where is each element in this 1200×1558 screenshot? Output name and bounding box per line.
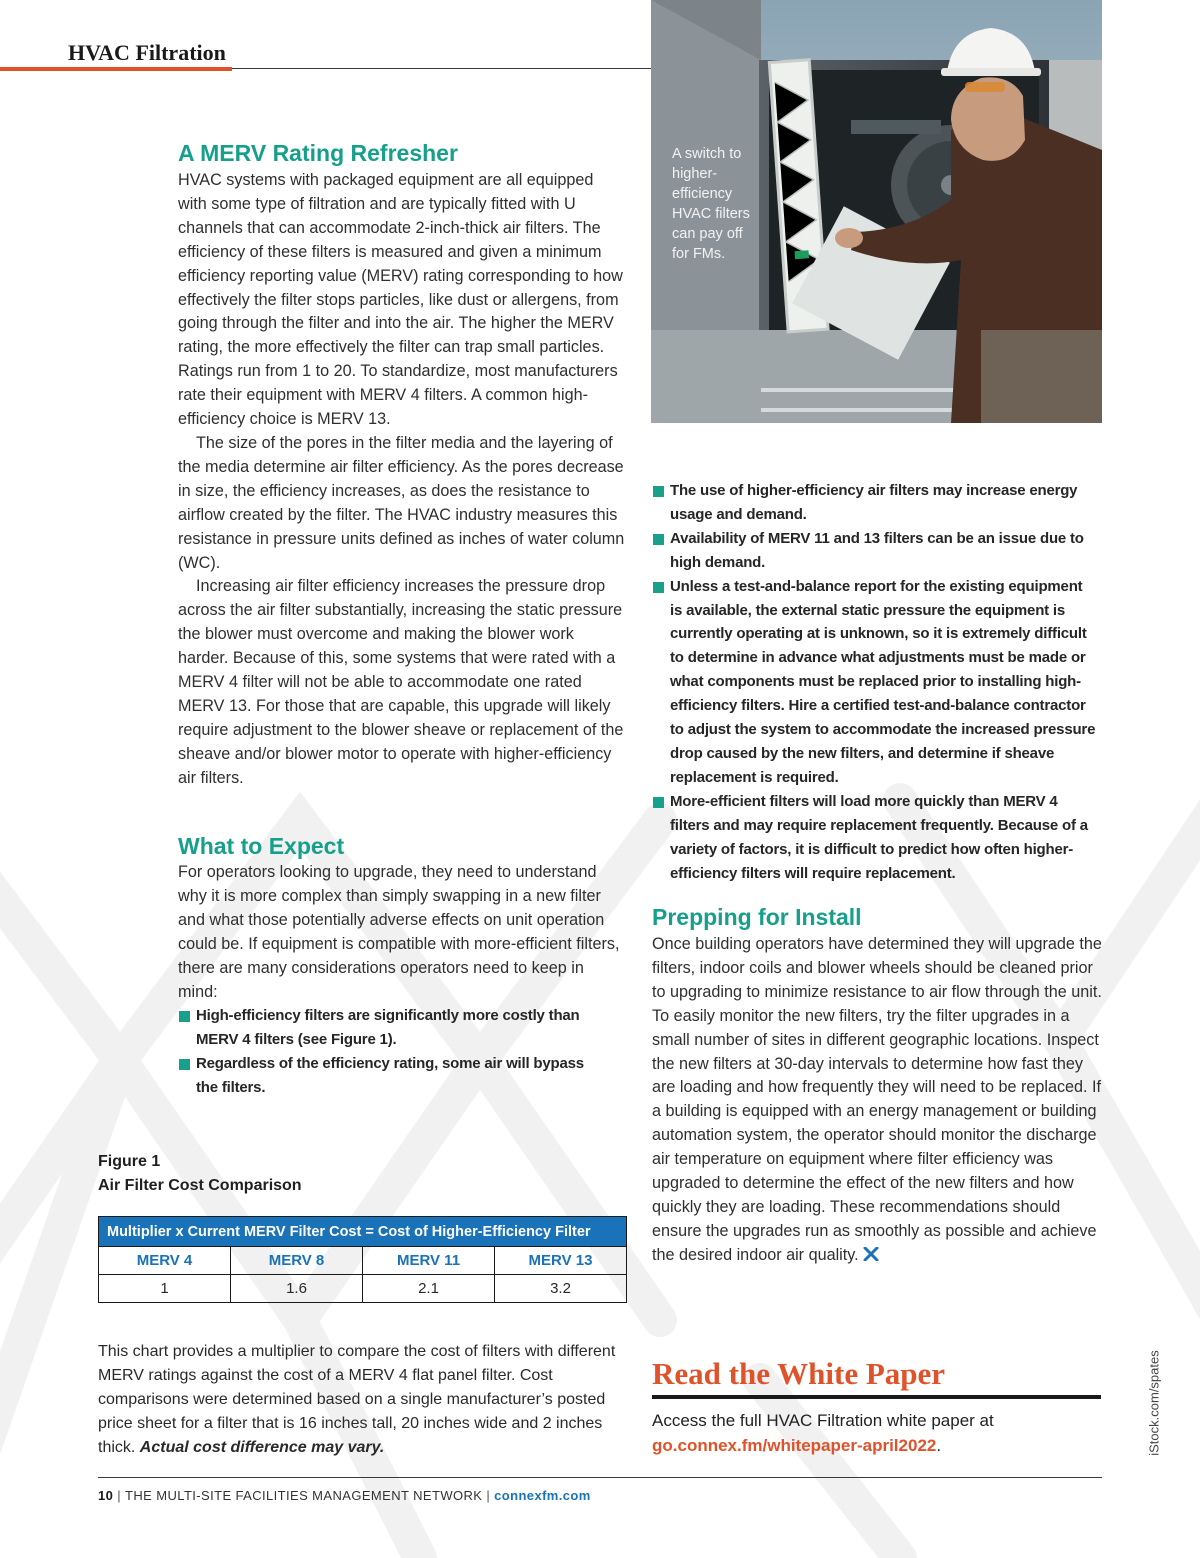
cost-comparison-table bbox=[98, 1216, 627, 1303]
white-paper-title: Read the White Paper bbox=[652, 1356, 946, 1391]
table-row bbox=[99, 1247, 627, 1275]
list-item: Unless a test-and-balance report for the existing equipment is available, the external static pressure the equipment is currently operating at is unknown, so it is extremely difficult to determine in advance what adjustments must be made or what components must be replaced prior to installing high-efficiency filters. Hire a certified test-and-balance contractor to adjust the system to accommodate the increased pressure drop caused by the new filters, and determine if sheave replacement is required. bbox=[652, 575, 1098, 790]
merv-refresher-p2: The size of the pores in the filter media and the layering of the media determine air filter efficiency. As the pores decrease in size, the efficiency increases, as does the resistance to airflow created by the filter. The HVAC industry measures this resistance in pressure units defined as inches of water column (WC). bbox=[178, 433, 625, 572]
merv-refresher-p1: HVAC systems with packaged equipment are all equipped with some type of filtration and are typically fitted with U channels that can accommodate 2-inch-thick air filters. The efficiency of these filters is measured and given a minimum efficiency reporting value (MERV) rating corresponding to how effectively the filter stops particles, like dust or allergens, from going through the filter and into the air. The higher the MERV rating, the more effectively the filter can trap small particles. Ratings run from 1 to 20. To standardize, most manufacturers rate their equipment with MERV 4 filters. A common high-efficiency choice is MERV 13. bbox=[178, 171, 623, 429]
photo-credit-text: iStock.com/spates bbox=[1146, 1350, 1162, 1456]
what-to-expect-heading: What to Expect bbox=[178, 833, 345, 859]
figure-number: Figure 1 bbox=[98, 1153, 161, 1170]
page-number: 10 bbox=[98, 1488, 114, 1503]
white-paper-rule bbox=[652, 1395, 1101, 1399]
list-item: More-efficient filters will load more quickly than MERV 4 filters and may require replacement frequently. Because of a variety of factors, it is difficult to predict how often higher-efficiency filters will require replacement. bbox=[652, 790, 1098, 886]
table-cell: 3.2 bbox=[495, 1275, 627, 1303]
page-footer bbox=[98, 1488, 591, 1503]
prepping-heading: Prepping for Install bbox=[652, 904, 862, 930]
figure-title: Air Filter Cost Comparison bbox=[98, 1177, 302, 1194]
figure-note-emphasis: Actual cost difference may vary. bbox=[139, 1439, 385, 1456]
list-item: Availability of MERV 11 and 13 filters can be an issue due to high demand. bbox=[652, 527, 1098, 575]
publication-name: THE MULTI-SITE FACILITIES MANAGEMENT NETWORK bbox=[125, 1488, 483, 1503]
bullet-square-icon bbox=[653, 797, 664, 808]
white-paper-prefix: Access the full HVAC Filtration white paper at bbox=[652, 1411, 994, 1430]
footer-site-link[interactable]: connexfm.com bbox=[494, 1488, 591, 1503]
considerations-bullets bbox=[652, 479, 1098, 885]
list-item: Regardless of the efficiency rating, some air will bypass the filters. bbox=[178, 1052, 598, 1100]
what-to-expect-body bbox=[178, 861, 626, 1100]
table-header-row bbox=[99, 1217, 627, 1247]
figure-note bbox=[98, 1340, 638, 1460]
table-cell: 1 bbox=[99, 1275, 231, 1303]
column-header: MERV 13 bbox=[495, 1247, 627, 1275]
white-paper-suffix: . bbox=[936, 1436, 942, 1455]
column-header: MERV 4 bbox=[99, 1247, 231, 1275]
prepping-body bbox=[652, 933, 1104, 1268]
cost-table-wrapper bbox=[98, 1216, 627, 1303]
what-to-expect-p1: For operators looking to upgrade, they need to understand why it is more complex than simply swapping in a new filter and what those potentially adverse effects on unit operation could be. If equipment is compatible with more-efficient filters, there are many considerations operators need to keep in mind: bbox=[178, 863, 620, 1001]
photo-credit bbox=[1145, 1348, 1165, 1458]
figure-label bbox=[98, 1150, 302, 1198]
list-item: High-efficiency filters are significantly more costly than MERV 4 filters (see Figure 1). bbox=[178, 1004, 598, 1052]
bullet-square-icon bbox=[653, 486, 664, 497]
bullet-square-icon bbox=[179, 1011, 190, 1022]
table-caption: Multiplier x Current MERV Filter Cost = Cost of Higher-Efficiency Filter bbox=[99, 1217, 627, 1247]
table-cell: 2.1 bbox=[363, 1275, 495, 1303]
section-label: HVAC Filtration bbox=[68, 40, 226, 65]
white-paper-text bbox=[652, 1408, 1102, 1458]
column-header: MERV 8 bbox=[231, 1247, 363, 1275]
header-accent-bar bbox=[0, 67, 232, 71]
column-header: MERV 11 bbox=[363, 1247, 495, 1275]
merv-refresher-p3: Increasing air filter efficiency increases the pressure drop across the air filter substantially, increasing the static pressure the blower must overcome and making the blower work harder. Because of this, some systems that were rated with a MERV 4 filter will not be able to accommodate one rated MERV 13. For those that are capable, this upgrade will likely require adjustment to the blower sheave or replacement of the sheave and/or blower motor to operate with higher-efficiency air filters. bbox=[178, 577, 624, 787]
photo-caption: A switch to higher-efficiency HVAC filters can pay off for FMs. bbox=[672, 146, 750, 262]
what-to-expect-bullets bbox=[178, 1004, 598, 1100]
footer-separator: | bbox=[117, 1488, 122, 1503]
table-cell: 1.6 bbox=[231, 1275, 363, 1303]
table-row bbox=[99, 1275, 627, 1303]
prepping-p1: Once building operators have determined they will upgrade the filters, indoor coils and blower wheels should be cleaned prior to upgrading to minimize resistance to air flow through the unit. To easily monitor the new filters, try the filter upgrades in a small number of sites in different geographic locations. Inspect the new filters at 30-day intervals to determine how fast they are loading and how frequently they will need to be replaced. If a building is equipped with an energy management or building automation system, the operator should monitor the discharge air temperature on equipment where filter efficiency was upgraded to determine the effect of the new filters and how quickly they are loading. These recommendations should ensure the upgrades run as smoothly as possible and achieve the desired indoor air quality. bbox=[652, 935, 1102, 1264]
white-paper-link[interactable]: go.connex.fm/whitepaper-april2022 bbox=[652, 1436, 937, 1455]
end-mark-icon bbox=[863, 1247, 879, 1261]
footer-rule bbox=[98, 1477, 1102, 1478]
merv-refresher-heading: A MERV Rating Refresher bbox=[178, 140, 458, 166]
merv-refresher-body bbox=[178, 169, 626, 791]
figure-note-text: This chart provides a multiplier to compare the cost of filters with different MERV ratings against the cost of a MERV 4 flat panel filter. Cost comparisons were determined based on a single manufacturer’s posted price sheet for a filter that is 16 inches tall, 20 inches wide and 2 inches thick. bbox=[98, 1343, 616, 1456]
list-item: The use of higher-efficiency air filters may increase energy usage and demand. bbox=[652, 479, 1098, 527]
bullet-square-icon bbox=[653, 582, 664, 593]
bullet-square-icon bbox=[179, 1059, 190, 1070]
footer-separator: | bbox=[486, 1488, 491, 1503]
bullet-square-icon bbox=[653, 534, 664, 545]
